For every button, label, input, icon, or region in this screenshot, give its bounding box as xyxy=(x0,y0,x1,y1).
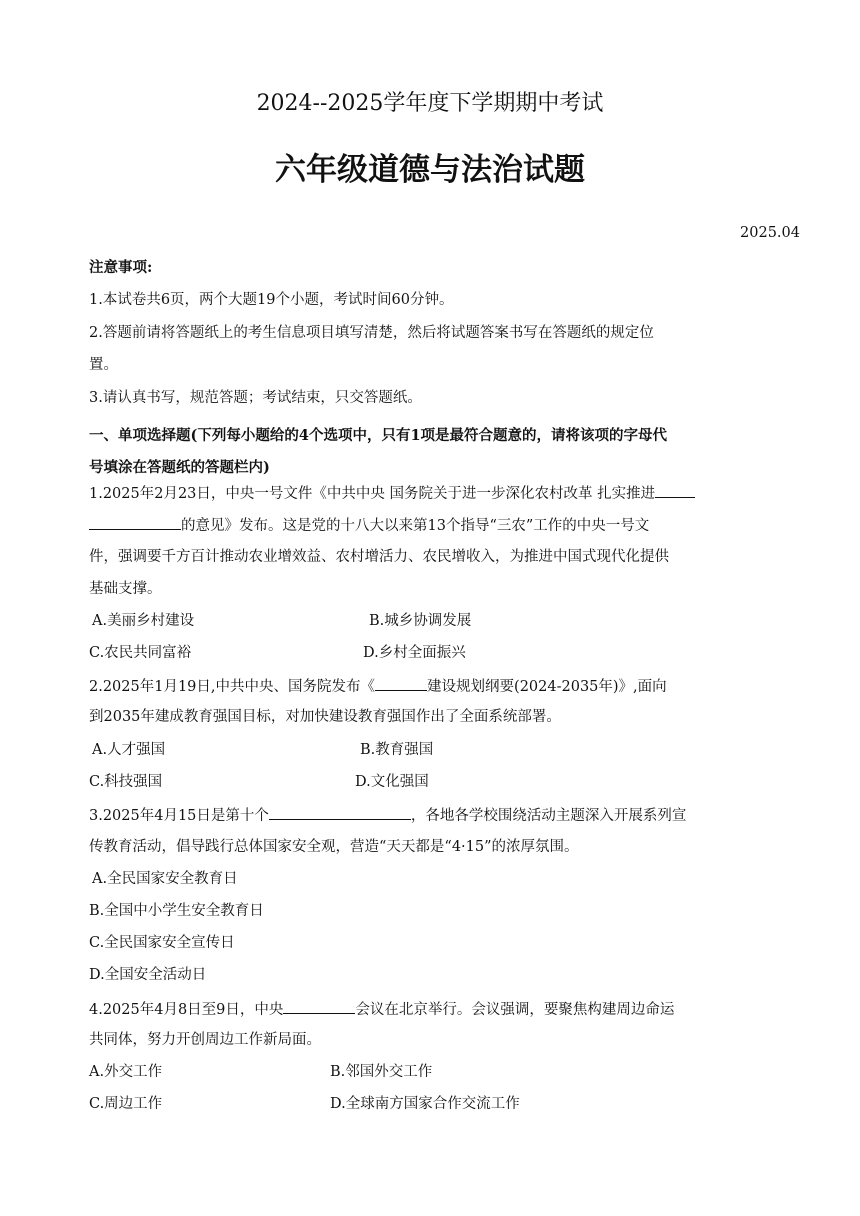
q1-line1 xyxy=(89,482,695,504)
note-3: 3.请认真书写，规范答题；考试结束，只交答题纸。 xyxy=(89,390,422,406)
section-heading-line2: 号填涂在答题纸的答题栏内) xyxy=(89,459,270,476)
q4-blank xyxy=(283,998,355,1014)
q3-text-a: 3.2025年4月15日是第十个 xyxy=(89,808,269,824)
q4-option-b: B.邻国外交工作 xyxy=(330,1064,433,1080)
note-1: 1.本试卷共6页，两个大题19个小题，考试时间60分钟。 xyxy=(89,292,454,308)
q3-option-b: B.全国中小学生安全教育日 xyxy=(89,903,264,919)
exam-title: 2024--2025学年度下学期期中考试 xyxy=(256,91,604,116)
note-2: 2.答题前请将答题纸上的考生信息项目填写清楚，然后将试题答案书写在答题纸的规定位 xyxy=(89,325,654,341)
q2-text-b: 建设规划纲要(2024-2035年)》,面向 xyxy=(427,679,667,695)
q3-blank xyxy=(269,804,411,820)
q3-line1 xyxy=(89,804,686,826)
q2-blank xyxy=(375,675,427,691)
q2-option-b: B.教育强国 xyxy=(360,742,434,758)
q2-text-a: 2.2025年1月19日,中共中央、国务院发布《 xyxy=(89,679,376,695)
notes-heading: 注意事项: xyxy=(89,259,153,276)
q1-line4: 基础支撑。 xyxy=(89,581,162,597)
note-2-cont: 置。 xyxy=(89,357,118,373)
q2-option-c: C.科技强国 xyxy=(89,774,163,790)
q4-option-c: C.周边工作 xyxy=(89,1096,163,1112)
q2-option-d: D.文化强国 xyxy=(355,774,429,790)
q3-option-a: A.全民国家安全教育日 xyxy=(92,871,238,887)
q1-option-d: D.乡村全面振兴 xyxy=(363,645,466,661)
q1-blank-a xyxy=(655,482,695,498)
q4-option-d: D.全球南方国家合作交流工作 xyxy=(330,1096,520,1112)
q3-text-b: ，各地各学校围绕活动主题深入开展系列宣 xyxy=(410,808,687,824)
q3-option-c: C.全民国家安全宣传日 xyxy=(89,935,235,951)
q3-line2: 传教育活动，倡导践行总体国家安全观，营造“天天都是“4·15”的浓厚氛围。 xyxy=(89,839,579,855)
subject-title: 六年级道德与法治试题 xyxy=(275,152,585,188)
q3-option-d: D.全国安全活动日 xyxy=(89,967,207,983)
q1-text-b: 的意见》发布。这是党的十八大以来第13个指导“三农”工作的中央一号文 xyxy=(181,518,650,534)
q4-line2: 共同体，努力开创周边工作新局面。 xyxy=(89,1032,321,1048)
q2-option-a: A.人才强国 xyxy=(92,742,166,758)
q1-option-c: C.农民共同富裕 xyxy=(89,645,192,661)
q4-text-a: 4.2025年4月8日至9日，中央 xyxy=(89,1002,284,1018)
exam-date: 2025.04 xyxy=(740,225,800,241)
section-heading-line1: 一、单项选择题(下列每小题给的4个选项中，只有1项是最符合题意的，请将该项的字母代 xyxy=(89,427,668,444)
q1-line2 xyxy=(89,514,649,536)
q4-line1 xyxy=(89,998,674,1020)
q2-line2: 到2035年建成教育强国目标，对加快建设教育强国作出了全面系统部署。 xyxy=(89,709,561,725)
q1-option-a: A.美丽乡村建设 xyxy=(92,613,195,629)
q1-option-b: B.城乡协调发展 xyxy=(369,613,472,629)
q1-blank-b xyxy=(89,514,181,530)
q2-line1 xyxy=(89,675,667,697)
q4-option-a: A.外交工作 xyxy=(89,1064,163,1080)
q1-line3: 件，强调要千方百计推动农业增效益、农村增活力、农民增收入，为推进中国式现代化提供 xyxy=(89,549,669,565)
q4-text-b: 会议在北京举行。会议强调，要聚焦构建周边命运 xyxy=(355,1002,675,1018)
q1-text-a: 1.2025年2月23日，中央一号文件《中共中央 国务院关于进一步深化农村改革 扎实推进 xyxy=(89,486,656,502)
